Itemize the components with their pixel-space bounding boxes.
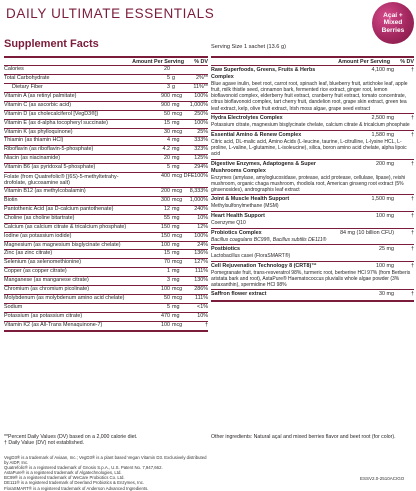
nutrient-unit: mg xyxy=(172,101,180,108)
nutrient-name: Manganese (as manganese citrate) xyxy=(4,277,89,284)
nutrient-name: Calories xyxy=(4,66,24,73)
blend-dv: † xyxy=(411,160,414,167)
nutrient-unit: mg xyxy=(172,146,180,153)
blend-group xyxy=(211,131,414,160)
blend-title: Raw Superfoods, Greens, Fruits & Herbs Complex xyxy=(211,67,316,81)
nutrient-unit: mg xyxy=(172,137,180,144)
nutrient-name: Sodium xyxy=(4,303,23,310)
nutrient-dv: 130% xyxy=(194,277,208,284)
dv-header: % DV xyxy=(194,58,208,65)
nutrient-amount: 3 xyxy=(167,277,170,284)
nutrient-dv: 100% xyxy=(194,92,208,99)
nutrient-amount: 12 xyxy=(164,205,170,212)
blend-amount: 100 mg xyxy=(376,212,394,219)
nutrient-row xyxy=(4,129,208,138)
blend-ingredients: Lactobacillus casei (FloraSMART®) xyxy=(211,253,291,260)
nutrient-amount: 470 xyxy=(161,312,170,319)
blend-dv: † xyxy=(411,131,414,138)
left-rows xyxy=(4,66,208,331)
nutrient-dv: 100% xyxy=(194,173,208,180)
nutrient-dv: 100% xyxy=(194,119,208,126)
nutrient-unit: g xyxy=(172,84,175,90)
nutrient-row xyxy=(4,197,208,206)
nutrient-name: Vitamin B6 (as pyridoxal 5-phosphate) xyxy=(4,164,96,171)
nutrient-dv: 125% xyxy=(194,155,208,162)
nutrient-dv: 136% xyxy=(194,250,208,257)
nutrient-dv xyxy=(184,66,208,74)
blend-amount: 100 mg xyxy=(376,262,394,269)
nutrient-unit: mcg xyxy=(172,259,183,266)
nutrient-amount: 15 xyxy=(164,250,170,257)
blend-dv: † xyxy=(411,291,414,298)
nutrient-unit: mg xyxy=(172,205,180,212)
nutrient-dv: 11%** xyxy=(193,84,208,90)
nutrient-row xyxy=(4,84,208,93)
blend-amount: 30 mg xyxy=(379,291,394,298)
nutrient-dv: 1,000% xyxy=(189,196,208,203)
supplement-facts-title: Supplement Facts xyxy=(4,38,99,50)
nutrient-dv: 333% xyxy=(194,137,208,144)
nutrient-name: Vitamin K (as phylloquinone) xyxy=(4,128,73,135)
nutrient-row xyxy=(4,120,208,129)
nutrient-name: Potassium (as potassium citrate) xyxy=(4,312,83,319)
nutrient-name: Iodine (as potassium iodide) xyxy=(4,232,72,239)
nutrient-unit: mg xyxy=(172,303,180,310)
blend-title: Cell Rejuvenation Technology 8 (CRT8)™ xyxy=(211,262,317,269)
nutrient-amount: 50 xyxy=(164,294,170,301)
nutrient-row xyxy=(4,146,208,155)
blend-title: Joint & Muscle Health Support xyxy=(211,196,290,203)
blend-group xyxy=(211,290,414,302)
nutrient-amount: 5 xyxy=(167,75,170,82)
nutrient-amount: 100 xyxy=(161,321,170,328)
nutrient-row xyxy=(4,313,208,322)
nutrient-dv: 10% xyxy=(197,312,208,319)
blend-amount: 1,580 mg xyxy=(371,131,394,138)
blend-ingredients: Potassium citrate, magnesium bisglycinate chelate, calcium citrate & tricalcium phosphate xyxy=(211,122,410,129)
amount-header: Amount Per Serving xyxy=(338,58,390,65)
nutrient-dv: 8,333% xyxy=(189,188,208,195)
nutrient-amount: 5 xyxy=(167,303,170,310)
nutrient-row xyxy=(4,173,208,188)
nutrient-row xyxy=(4,111,208,120)
blend-group xyxy=(211,114,414,131)
blend-group xyxy=(211,66,414,114)
nutrient-name: Molybdenum (as molybdenum amino acid chelate) xyxy=(4,294,125,301)
nutrient-amount: 15 xyxy=(164,119,170,126)
nutrient-row xyxy=(4,242,208,251)
blend-dv: † xyxy=(411,262,414,269)
nutrient-amount: 400 xyxy=(161,173,170,180)
nutrient-amount: 100 xyxy=(161,241,170,248)
blend-title: Postbiotics xyxy=(211,246,241,253)
nutrient-name: Niacin (as niacinamide) xyxy=(4,155,61,162)
blend-ingredients: Methylsulfonylmethane (MSM) xyxy=(211,203,279,210)
blend-ingredients: Enzymes (amylase, amyloglucosidase, protease, acid protease, cellulase, lipase), reishi mushroom, organic chaga mushroom, rhodiola root, American ginseng root extract (5% ginsenosides), andrographis leaf extract xyxy=(211,174,406,193)
nutrient-row xyxy=(4,137,208,146)
blend-dv: † xyxy=(411,196,414,203)
nutrient-unit xyxy=(170,66,184,74)
nutrient-dv: † xyxy=(205,321,208,328)
blend-ingredients: Blue agave inulin, beet root, carrot root, spinach leaf, blueberry fruit, artichoke leaf, apple fruit, milk thistle seed, cinnamon bark, fermented rice extract, ginger root, lemon bioflavonoid complex, elderberry fruit extract, cranberry fruit extract, tomato concentrate, citrus bioflavonoid complex, tart cherry fruit, dandelion root, grape skin extract, green tea leaf extract, kelp, olive fruit extract, Irish moss algae, grape seed extract xyxy=(211,81,408,112)
nutrient-amount: 4 xyxy=(167,137,170,144)
nutrient-unit: mcg xyxy=(172,321,183,328)
nutrient-dv: 10% xyxy=(197,214,208,221)
nutrient-amount: 5 xyxy=(167,164,170,171)
nutrient-row xyxy=(4,215,208,224)
nutrient-row xyxy=(4,286,208,295)
blend-amount: 84 mg (10 billion CFU) xyxy=(340,229,394,236)
nutrient-row xyxy=(4,277,208,286)
nutrient-row xyxy=(4,322,208,332)
blend-amount: 1,500 mg xyxy=(371,196,394,203)
blend-dv: † xyxy=(411,212,414,219)
nutrient-name: Vitamin A (as retinyl palmitate) xyxy=(4,92,77,99)
nutrient-name: Vitamin C (as ascorbic acid) xyxy=(4,101,72,108)
nutrient-name: Dietary Fiber xyxy=(12,84,43,90)
nutrient-unit: mcg xyxy=(172,188,183,195)
dv-footnote: **Percent Daily Values (DV) based on a 2,000 calorie diet. † Daily Value (DV) not established. xyxy=(4,434,138,447)
nutrient-row xyxy=(4,164,208,173)
nutrient-amount: 100 xyxy=(161,286,170,293)
nutrient-amount: 30 xyxy=(164,128,170,135)
trademark-notes: VegD3® is a trademark of Aviaan, Inc.; VegD3® is a plant based Vegan Vitamin D3. Exclusively distributed by AIDP, Inc. Quatrefolic® is a registered trademark of Gnosis S.p.A., U.S. Patent No. 7,947,662. AstaPure® is a registered trademark of Algatechnologies, Ltd. BC99® is a registered trademark of WeCare Probiotics Co. Ltd. DE111® is a registered trademark of Deerland Probiotics & Enzymes, Inc. FloraSMART® is a registered trademark of Anderson Advanced Ingredients. xyxy=(4,455,207,491)
flavor-badge-label: Açaí + Mixed Berries xyxy=(381,11,405,34)
nutrient-unit: mg xyxy=(172,223,180,230)
nutrient-unit: mg xyxy=(172,155,180,162)
blend-amount: 4,100 mg xyxy=(371,67,394,74)
nutrient-dv: 1,000% xyxy=(189,101,208,108)
nutrient-row xyxy=(4,224,208,233)
nutrient-row xyxy=(4,75,208,84)
blend-amount: 200 mg xyxy=(376,160,394,167)
nutrient-unit: mcg xyxy=(172,196,183,203)
blend-ingredients: Coenzyme Q10 xyxy=(211,219,246,226)
nutrient-name: Selenium (as selenomethionine) xyxy=(4,259,82,266)
nutrient-unit: mcg xyxy=(172,232,183,239)
nutrient-name: Folate (from Quatrefolic® [(6S)-5-methyltetrahy-drofolate, glucosamine salt) xyxy=(4,174,119,187)
nutrient-name: Vitamin D (as cholecalciferol [VegD3®]) xyxy=(4,110,99,117)
nutrient-name: Riboflavin (as riboflavin-5-phosphate) xyxy=(4,146,94,153)
blend-group xyxy=(211,262,414,291)
dv-header: % DV xyxy=(400,58,414,65)
blend-ingredients: Citric acid, DL-malic acid, Amino Acids (L-leucine, taurine, L-citrulline, L-lysine HCL, L-proline, L-valine, L-glutamine, L-isoleucine), silica, boron amino acid chelate, alpha lipoic acid xyxy=(211,138,407,157)
nutrient-dv: 127% xyxy=(194,259,208,266)
nutrient-row xyxy=(4,93,208,102)
nutrient-row xyxy=(4,233,208,242)
blend-group xyxy=(211,160,414,196)
blend-title: Saffron flower extract xyxy=(211,291,267,298)
nutrient-unit: mg xyxy=(172,241,180,248)
nutrient-amount: 900 xyxy=(161,101,170,108)
nutrient-dv: 111% xyxy=(195,268,208,275)
nutrient-row xyxy=(4,66,208,75)
nutrient-name: Calcium (as calcium citrate & tricalcium phosphate) xyxy=(4,223,127,230)
blend-dv: † xyxy=(411,115,414,122)
nutrient-amount: 150 xyxy=(161,232,170,239)
nutrient-unit: mcg xyxy=(172,286,183,293)
blend-ingredients: Pomegranate fruit, trans-resveratrol 98%, turmeric root, berberine HCl 97% (from Berberis aristata bark and root), AstaPure® Haematococcus pluvialis whole algae powder (3% astaxanthin), spermidine HCl 98% xyxy=(211,269,411,288)
product-title: DAILY ULTIMATE ESSENTIALS xyxy=(6,6,215,21)
nutrient-amount: 55 xyxy=(164,214,170,221)
nutrient-amount: 4.2 xyxy=(162,146,170,153)
nutrient-unit: mg xyxy=(172,277,180,284)
nutrient-amount: 50 xyxy=(164,110,170,117)
blend-dv: † xyxy=(411,246,414,253)
blend-group xyxy=(211,212,414,229)
nutrient-unit: mg xyxy=(172,214,180,221)
blend-dv: † xyxy=(411,229,414,236)
blend-title: Essential Amino & Renew Complex xyxy=(211,131,302,138)
nutrient-name: Magnesium (as magnesium bisglycinate chelate) xyxy=(4,241,121,248)
nutrient-name: Pantothenic Acid (as D-calcium pantothenate) xyxy=(4,205,114,212)
nutrient-amount: 300 xyxy=(161,196,170,203)
blend-title: Probiotics Complex xyxy=(211,229,262,236)
right-table-header xyxy=(211,58,414,66)
nutrient-unit: mg xyxy=(172,250,180,257)
nutrient-name: Thiamin (as thiamin HCl) xyxy=(4,137,64,144)
nutrient-unit: mg xyxy=(172,312,180,319)
nutrient-unit: g xyxy=(172,75,175,82)
nutrient-unit: mg xyxy=(172,119,180,126)
right-groups xyxy=(211,66,414,302)
nutrient-name: Vitamin E (as d-alpha tocopheryl succinate) xyxy=(4,119,108,126)
nutrient-dv: 294% xyxy=(194,164,208,171)
serving-size: Serving Size 1 sachet (13.6 g) xyxy=(211,44,286,50)
nutrient-name: Zinc (as zinc citrate) xyxy=(4,250,53,257)
header xyxy=(0,0,416,34)
nutrient-amount: 200 xyxy=(161,188,170,195)
nutrient-unit: mcg DFE xyxy=(172,173,195,180)
blend-group xyxy=(211,245,414,262)
nutrient-name: Copper (as copper citrate) xyxy=(4,268,67,275)
nutrient-row xyxy=(4,259,208,268)
nutrient-amount: 20 xyxy=(164,66,170,73)
nutrient-name: Biotin xyxy=(4,196,18,203)
nutrient-dv: 100% xyxy=(194,232,208,239)
left-table-header xyxy=(4,58,208,66)
nutrient-amount: 150 xyxy=(161,223,170,230)
nutrient-dv: 323% xyxy=(194,146,208,153)
nutrient-unit: mcg xyxy=(172,128,183,135)
blend-ingredients: Bacillus coagulans BC99®, Bacillus subtilis DE111® xyxy=(211,236,327,243)
product-code: ESSV2.0-2510ACIGO xyxy=(360,476,405,481)
right-facts-table xyxy=(211,56,414,302)
blend-title: Digestive Enzymes, Adaptogens & Super Mushrooms Complex xyxy=(211,160,316,174)
nutrient-row xyxy=(4,295,208,304)
nutrient-unit: mcg xyxy=(172,294,183,301)
nutrient-name: Choline (as choline bitartrate) xyxy=(4,214,75,221)
nutrient-amount: 3 xyxy=(167,84,170,90)
nutrient-name: Chromium (as chromium picolinate) xyxy=(4,286,90,293)
nutrient-dv: 12% xyxy=(197,223,208,230)
nutrient-dv: 286% xyxy=(194,286,208,293)
nutrient-dv: 2%** xyxy=(196,75,208,82)
blend-amount: 25 mg xyxy=(379,246,394,253)
nutrient-name: Total Carbohydrate xyxy=(4,75,50,82)
nutrient-row xyxy=(4,188,208,197)
nutrient-dv: 240% xyxy=(194,205,208,212)
nutrient-amount: 70 xyxy=(164,259,170,266)
nutrient-amount: 20 xyxy=(164,155,170,162)
nutrient-row xyxy=(4,155,208,164)
nutrient-row xyxy=(4,206,208,215)
nutrient-unit: mg xyxy=(172,164,180,171)
nutrient-row xyxy=(4,268,208,277)
nutrient-amount: 900 xyxy=(161,92,170,99)
nutrient-dv: 111% xyxy=(195,294,208,301)
blend-group xyxy=(211,195,414,212)
nutrient-dv: <1% xyxy=(197,303,208,310)
nutrient-name: Vitamin K2 (as All-Trans Menaquinone-7) xyxy=(4,321,103,328)
flavor-badge xyxy=(372,2,414,44)
blend-amount: 2,500 mg xyxy=(371,115,394,122)
other-ingredients: Other ingredients: Natural açaí and mixed berries flavor and beet root (for color). xyxy=(211,434,396,440)
blend-title: Heart Health Support xyxy=(211,212,265,219)
left-facts-table xyxy=(4,56,208,332)
nutrient-row xyxy=(4,250,208,259)
nutrient-row xyxy=(4,304,208,313)
nutrient-dv: 24% xyxy=(197,241,208,248)
nutrient-dv: 25% xyxy=(197,128,208,135)
nutrient-unit: mg xyxy=(172,268,180,275)
amount-header: Amount Per Serving xyxy=(132,58,184,65)
nutrient-amount: 1 xyxy=(167,268,170,275)
nutrient-unit: mcg xyxy=(172,92,183,99)
blend-dv: † xyxy=(411,67,414,74)
nutrient-unit: mcg xyxy=(172,110,183,117)
blend-group xyxy=(211,229,414,246)
nutrient-name: Vitamin B12 (as methylcobalamin) xyxy=(4,188,86,195)
blend-title: Hydra Electrolytes Complex xyxy=(211,115,283,122)
nutrient-row xyxy=(4,102,208,111)
nutrient-dv: 250% xyxy=(194,110,208,117)
